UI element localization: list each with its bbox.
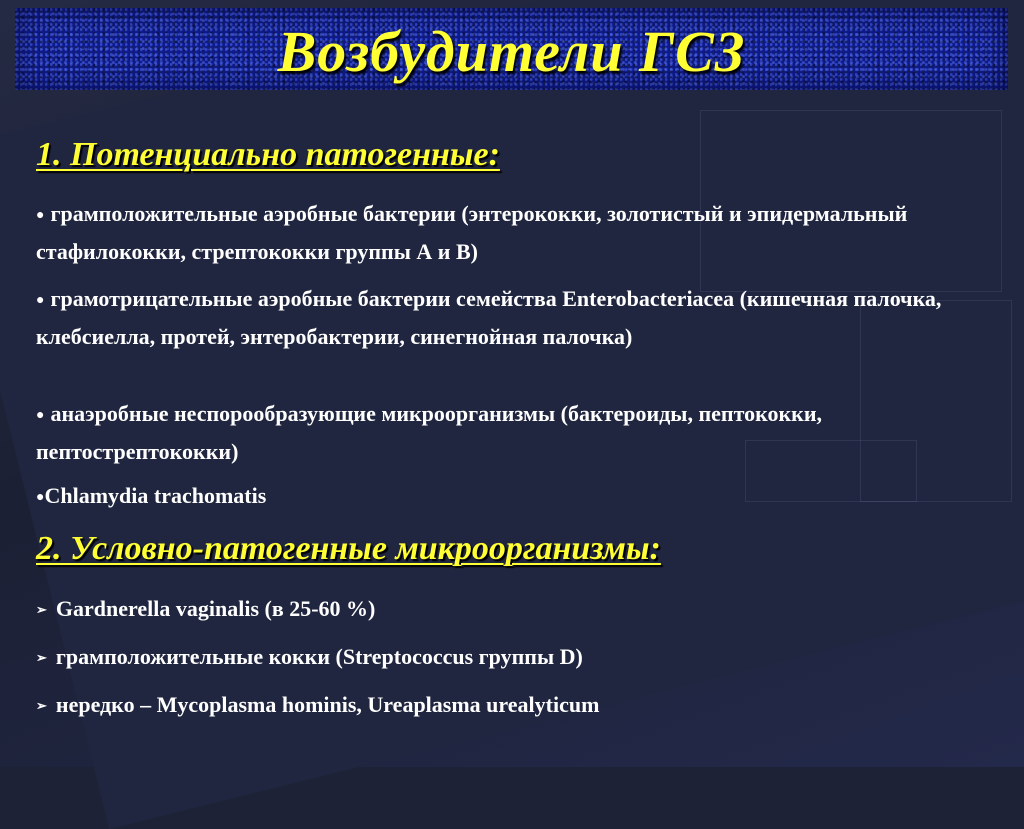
list-item-text: анаэробные неспорообразующие микроорганизмы (бактероиды, пептококки, пептострептококки) — [36, 401, 823, 464]
list-item-text: грамотрицательные аэробные бактерии семейства Enterobacteriacea (кишечная палочка, клебсиелла, протей, энтеробактерии, синегнойная палочка) — [36, 286, 942, 349]
bullet-dot-icon: ● — [36, 490, 45, 505]
list-item-text: грамположительные аэробные бактерии (энтерококки, золотистый и эпидермальный стафилококки, стрептококки группы А и В) — [36, 201, 908, 264]
list-item-text: Chlamydia trachomatis — [44, 483, 267, 508]
bullet-dot-icon: ● — [36, 293, 45, 308]
list-item — [36, 479, 996, 517]
list-item-text: нередко – Mycoplasma hominis, Ureaplasma urealyticum — [55, 692, 600, 717]
bullet-arrow-icon: ➢ — [36, 650, 47, 665]
list-item — [36, 688, 996, 725]
list-item — [36, 592, 996, 629]
slide-title: Возбудители ГСЗ — [277, 19, 746, 84]
list-item — [36, 282, 996, 354]
list-item-text: Gardnerella vaginalis (в 25-60 %) — [55, 596, 376, 621]
list-item — [36, 397, 996, 469]
list-item — [36, 640, 996, 677]
section-heading-potentially-pathogenic: 1. Потенциально патогенные: — [36, 136, 500, 173]
list-item-text: грамположительные кокки (Streptococcus группы D) — [55, 644, 583, 669]
bullet-dot-icon: ● — [36, 408, 45, 423]
list-item — [36, 197, 996, 269]
bullet-arrow-icon: ➢ — [36, 602, 47, 617]
bullet-dot-icon: ● — [36, 208, 45, 223]
title-bar — [15, 8, 1008, 90]
bullet-arrow-icon: ➢ — [36, 698, 47, 713]
section-heading-opportunistic: 2. Условно-патогенные микроорганизмы: — [36, 530, 661, 567]
